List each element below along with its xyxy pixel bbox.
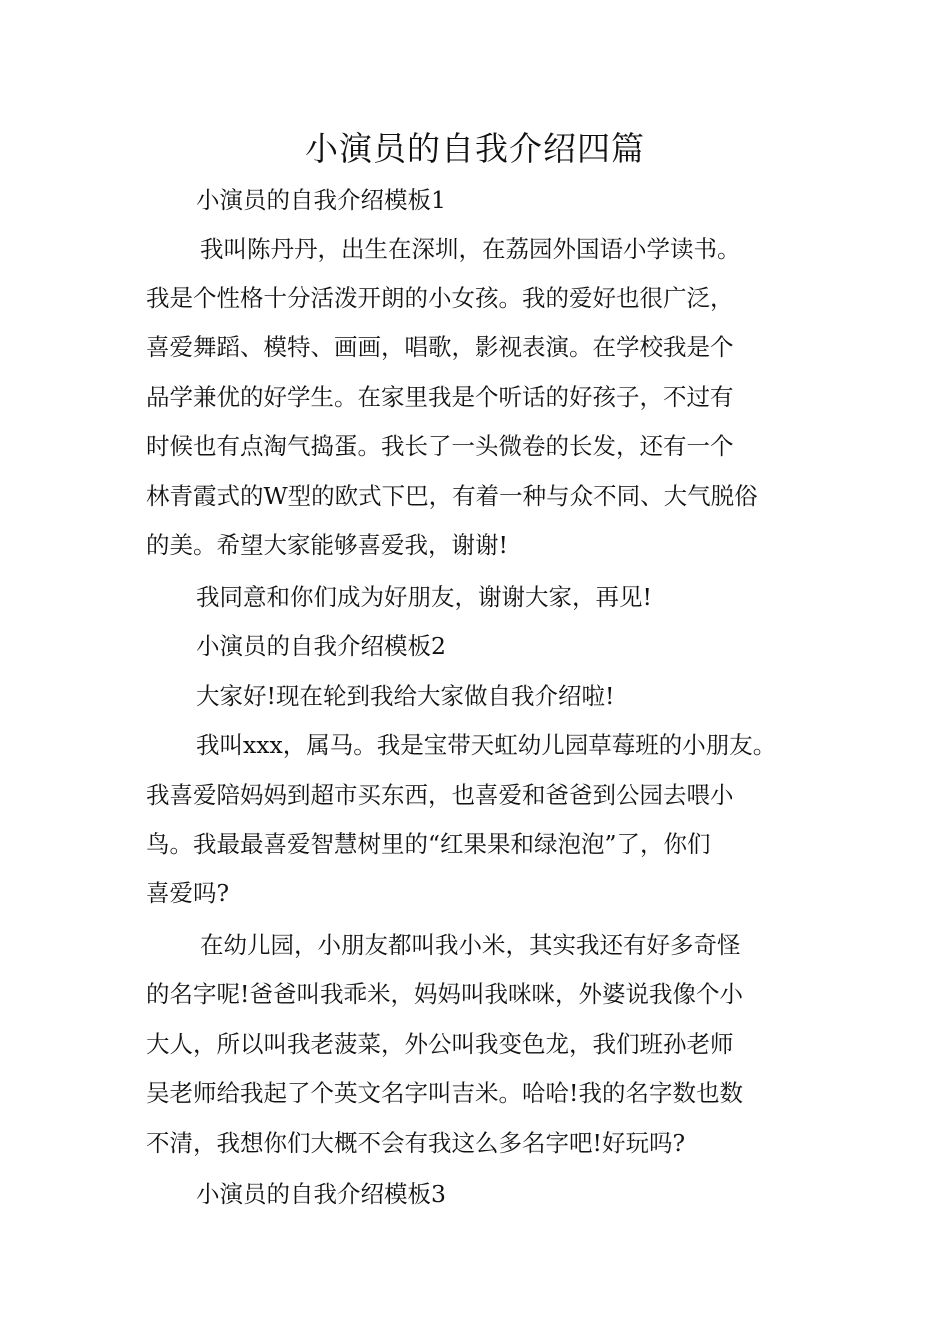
paragraph-line: 林青霞式的W型的欧式下巴，有着一种与众不同、大气脱俗 bbox=[146, 482, 758, 510]
section-heading: 小演员的自我介绍模板2 bbox=[196, 632, 446, 660]
paragraph-line: 品学兼优的好学生。在家里我是个听话的好孩子，不过有 bbox=[146, 383, 734, 411]
paragraph-line: 大家好!现在轮到我给大家做自我介绍啦! bbox=[196, 682, 615, 710]
paragraph-line: 大人，所以叫我老菠菜，外公叫我变色龙，我们班孙老师 bbox=[146, 1030, 734, 1058]
section-heading: 小演员的自我介绍模板3 bbox=[196, 1180, 446, 1208]
paragraph-line: 我喜爱陪妈妈到超市买东西，也喜爱和爸爸到公园去喂小 bbox=[146, 781, 734, 809]
paragraph-line: 我叫xxx，属马。我是宝带天虹幼儿园草莓班的小朋友。 bbox=[196, 731, 777, 759]
paragraph-line: 吴老师给我起了个英文名字叫吉米。哈哈!我的名字数也数 bbox=[146, 1079, 743, 1107]
paragraph-line: 我是个性格十分活泼开朗的小女孩。我的爱好也很广泛， bbox=[146, 284, 734, 312]
paragraph-line: 鸟。我最最喜爱智慧树里的“红果果和绿泡泡”了，你们 bbox=[146, 830, 711, 858]
paragraph-line: 喜爱舞蹈、模特、画画，唱歌，影视表演。在学校我是个 bbox=[146, 333, 734, 361]
section-heading: 小演员的自我介绍模板1 bbox=[196, 186, 446, 214]
paragraph-line: 不清，我想你们大概不会有我这么多名字吧!好玩吗? bbox=[146, 1129, 686, 1157]
paragraph-line: 的名字呢!爸爸叫我乖米，妈妈叫我咪咪，外婆说我像个小 bbox=[146, 980, 743, 1008]
document-title: 小演员的自我介绍四篇 bbox=[305, 129, 645, 168]
paragraph-line: 在幼儿园，小朋友都叫我小米，其实我还有好多奇怪 bbox=[200, 931, 741, 959]
paragraph-line: 时候也有点淘气捣蛋。我长了一头微卷的长发，还有一个 bbox=[146, 432, 734, 460]
paragraph-line: 我叫陈丹丹，出生在深圳，在荔园外国语小学读书。 bbox=[200, 235, 741, 263]
paragraph-line: 我同意和你们成为好朋友，谢谢大家，再见! bbox=[196, 583, 652, 611]
paragraph-line: 的美。希望大家能够喜爱我，谢谢! bbox=[146, 531, 508, 559]
paragraph-line: 喜爱吗? bbox=[146, 879, 230, 907]
